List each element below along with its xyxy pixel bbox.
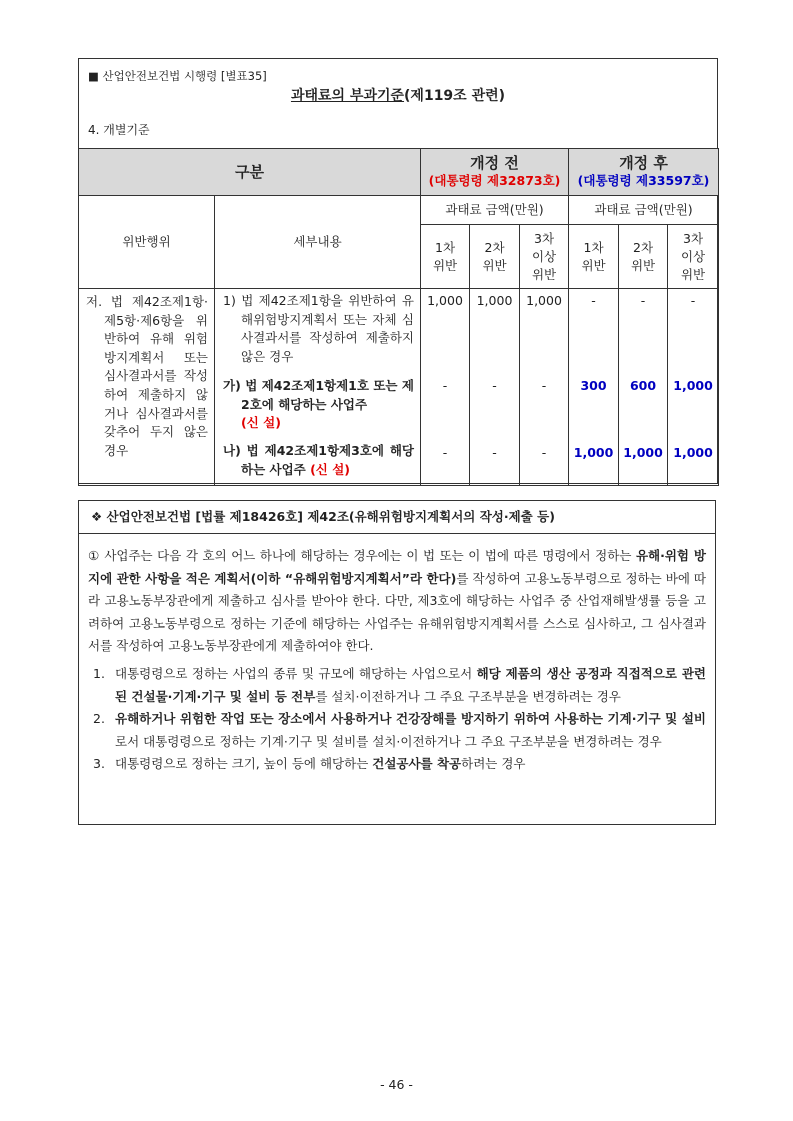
article-heading: ❖ 산업안전보건법 [법률 제18426호] 제42조(유해위험방지계획서의 작성·제출 등) [79,501,715,534]
fine-standard-box [78,58,718,484]
col-first-before: 1차 위반 [421,225,470,289]
detail-cell [215,289,421,486]
title-main: 과태료의 부과기준 [290,88,405,104]
page-number: - 46 - [380,1077,413,1092]
article-paragraph: ① 사업주는 다음 각 호의 어느 하나에 해당하는 경우에는 이 법 또는 이 법에 따른 명령에서 정하는 유해·위험 방지에 관한 사항을 적은 계획서(이하 “유해위험방지계획서”라 한다)를 작성하여 고용노동부령으로 정하는 바에 따라 고용노동부장관에게 제출하고 심사를 받아야 한다. 다만, 제3호에 해당하는 사업주 중 산업재해발생률 등을 고려하여 고용노동부령으로 정하는 기준에 해당하는 사업주는 유해위험방지계획서를 스스로 심사하고, 그 심사결과서를 작성하여 고용노동부장관에게 제출하여야 한다. [88,548,707,653]
col-second-before: 2차 위반 [470,225,520,289]
fine-table [78,148,719,486]
header-after: 개정 후 (대통령령 제33597호) [569,149,719,196]
article-items [93,663,706,776]
title-ref: (제119조 관련) [404,88,506,104]
header-gubun: 구분 [79,149,421,196]
amount-label-before: 과태료 금액(만원) [421,196,569,225]
law-article-box [78,500,716,825]
new-label: (신 설) [241,415,281,431]
after-second-col: - 600 1,000 [619,289,668,486]
page-title [79,85,717,105]
col-third-after: 3차 이상 위반 [668,225,719,289]
before-first-col: 1,000 - - [421,289,470,486]
before-second-col: 1,000 - - [470,289,520,486]
violation-cell: 저. 법 제42조제1항·제5항·제6항을 위반하여 유해 위험 방지계획서 또는 심사결과서를 작성하여 제출하지 않거나 심사결과서를 갖추어 두지 않은 경우 [79,289,215,486]
list-item: 2. 유해하거나 위험한 작업 또는 장소에서 사용하거나 건강장해를 방지하기 위하여 사용하는 기계·기구 및 설비로서 대통령령으로 정하는 기계·기구 및 설비를 설치·이전하거나 그 주요 구조부분을 변경하려는 경우 [93,711,706,749]
before-third-col: 1,000 - - [520,289,569,486]
col-detail: 세부내용 [215,196,421,289]
after-third-col: - 1,000 1,000 [668,289,719,486]
detail-row-3: 나) 법 제42조제1항제3호에 해당하는 사업주 (신 설) [223,443,415,477]
col-third-before: 3차 이상 위반 [520,225,569,289]
col-violation: 위반행위 [79,196,215,289]
list-item: 1. 대통령령으로 정하는 사업의 종류 및 규모에 해당하는 사업으로서 해당 제품의 생산 공정과 직접적으로 관련된 건설물·기계·기구 및 설비 등 전부를 설치·이전하거나 그 주요 구조부분을 변경하려는 경우 [93,666,706,704]
law-reference: ■ 산업안전보건법 시행령 [별표35] [88,69,267,83]
header-before: 개정 전 (대통령령 제32873호) [421,149,569,196]
list-item: 3. 대통령령으로 정하는 크기, 높이 등에 해당하는 건설공사를 착공하려는 경우 [93,756,526,771]
section-label: 4. 개별기준 [88,123,150,137]
new-label: (신 설) [310,461,351,477]
col-first-after: 1차 위반 [569,225,619,289]
detail-row-2: 가) 법 제42조제1항제1호 또는 제2호에 해당하는 사업주 (신 설) [223,378,415,431]
amount-label-after: 과태료 금액(만원) [569,196,719,225]
detail-row-1: 1) 법 제42조제1항을 위반하여 유해위험방지계획서 또는 자체 심사결과서를 작성하여 제출하지 않은 경우 [223,293,415,364]
col-second-after: 2차 위반 [619,225,668,289]
after-first-col: - 300 1,000 [569,289,619,486]
